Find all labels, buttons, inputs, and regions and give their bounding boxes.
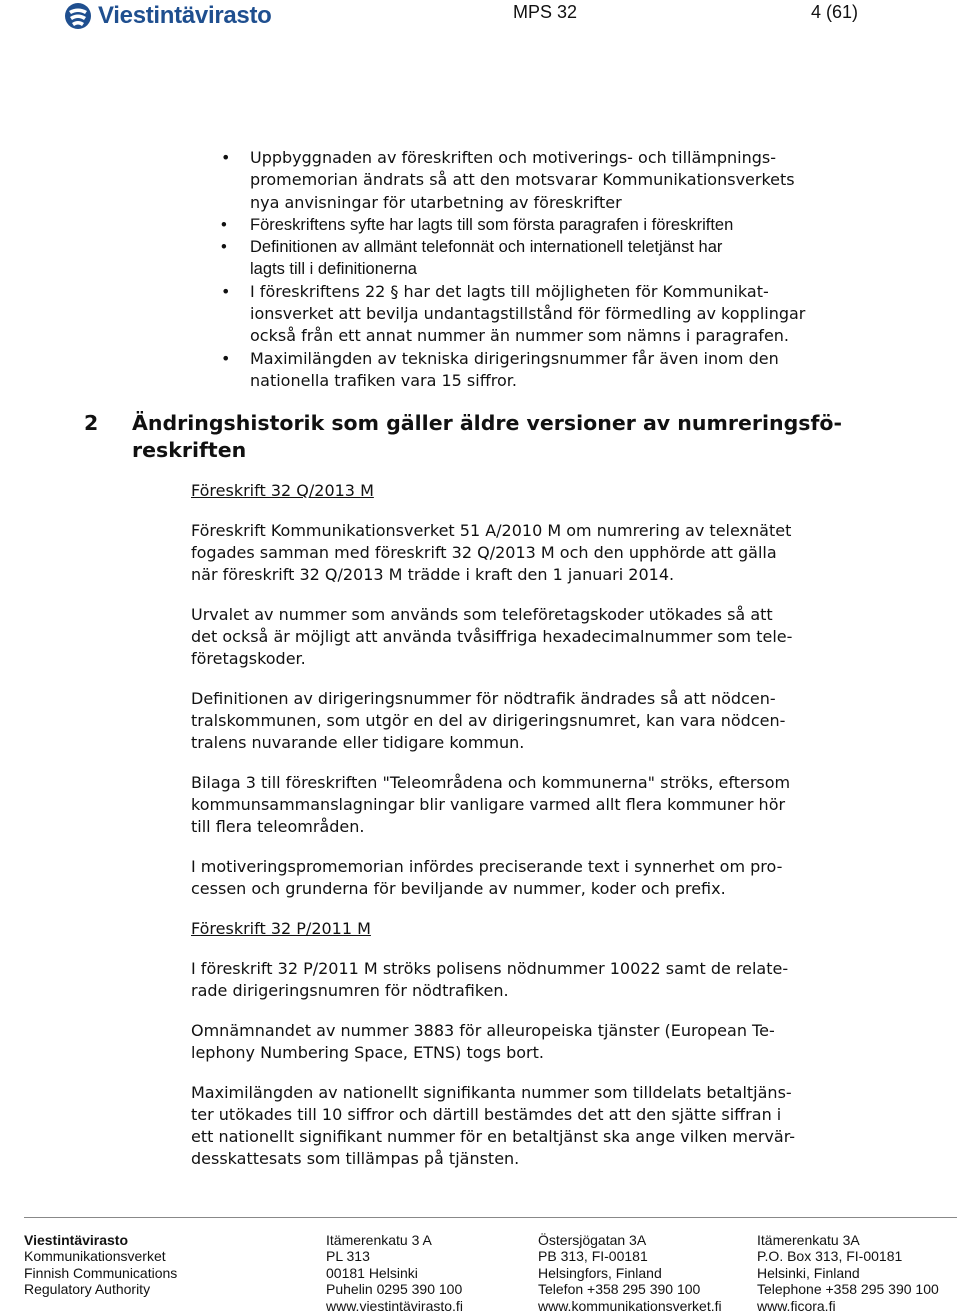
paragraph-line: I motiveringspromemorian infördes preciserande text i synnerhet om pro- xyxy=(191,857,783,876)
paragraph-line: Maximilängden av nationellt signifikanta nummer som tilldelats betaltjäns- xyxy=(191,1083,792,1102)
list-item-line: Definitionen av allmänt telefonnät och internationell teletjänst har xyxy=(250,238,723,257)
paragraph-line: Omnämnandet av nummer 3883 för alleuropeiska tjänster (European Te- xyxy=(191,1021,775,1040)
list-item xyxy=(218,147,898,214)
paragraph-line: till flera teleområden. xyxy=(191,817,365,836)
paragraph-line: Definitionen av dirigeringsnummer för nödtrafik ändrades så att nödcen- xyxy=(191,689,776,708)
list-item-line: Föreskriftens syfte har lagts till som första paragrafen i föreskriften xyxy=(250,215,734,234)
subsection-heading: Föreskrift 32 Q/2013 M xyxy=(191,481,374,500)
paragraph-line: det också är möjligt att använda tvåsiffriga hexadecimalnummer som tele- xyxy=(191,627,793,646)
list-item xyxy=(218,236,898,281)
list-item-line: Maximilängden av tekniska dirigeringsnummer får även inom den xyxy=(250,348,779,368)
bullet-icon: • xyxy=(221,148,231,167)
paragraph-line: lephony Numbering Space, ETNS) togs bort. xyxy=(191,1043,544,1062)
logo xyxy=(64,0,272,32)
paragraph-line: kommunsammanslagningar blir vanligare varmed allt flera kommuner hör xyxy=(191,795,786,814)
paragraph xyxy=(191,1082,891,1170)
list-item-line: nationella trafiken vara 15 siffror. xyxy=(250,370,517,390)
logo-text: Viestintävirasto xyxy=(98,2,272,29)
paragraph xyxy=(191,958,891,1002)
paragraph-line: desskattesats som tillämpas på tjänsten. xyxy=(191,1149,520,1168)
list-item-line: I föreskriftens 22 § har det lagts till möjligheten för Kommunikat- xyxy=(250,281,769,301)
paragraph xyxy=(191,856,891,900)
footer-line: Telefon +358 295 390 100 xyxy=(538,1281,701,1298)
section-title-line: Ändringshistorik som gäller äldre versioner av numreringsfö- xyxy=(132,411,842,435)
footer-line: Itämerenkatu 3 A xyxy=(326,1232,432,1248)
paragraph-line: ett nationellt signifikant nummer för en betaltjänst ska ange vilken mervär- xyxy=(191,1127,796,1146)
footer-line: Finnish Communications xyxy=(24,1264,178,1281)
footer-line: Östersjögatan 3A xyxy=(538,1232,647,1248)
paragraph-line: Bilaga 3 till föreskriften "Teleområdena och kommunerna" ströks, eftersom xyxy=(191,773,791,792)
paragraph-line: ter utökades till 10 siffror och därtill bestämdes det att den sjätte siffran i xyxy=(191,1105,782,1124)
page-header xyxy=(0,0,960,40)
paragraph xyxy=(191,688,891,754)
footer-website-link[interactable]: www.kommunikationsverket.fi xyxy=(538,1297,722,1314)
footer-column-finnish xyxy=(326,1232,463,1314)
paragraph-line: fogades samman med föreskrift 32 Q/2013 M och den upphörde att gälla xyxy=(191,543,777,562)
footer-column-agency xyxy=(24,1232,177,1298)
bullet-icon: • xyxy=(221,238,227,257)
change-list xyxy=(218,147,898,392)
bullet-icon: • xyxy=(221,348,231,368)
section-title-line: reskriften xyxy=(132,438,247,462)
paragraph-line: tralskommunen, som utgör en del av dirigeringsnumret, kan vara nödcen- xyxy=(191,711,786,730)
section-number: 2 xyxy=(84,411,99,435)
footer-column-english xyxy=(757,1232,939,1314)
paragraph-line: cessen och grunderna för beviljande av nummer, koder och prefix. xyxy=(191,879,726,898)
list-item xyxy=(218,214,898,236)
section-body xyxy=(191,480,891,1188)
footer-line: Puhelin 0295 390 100 xyxy=(326,1281,463,1298)
logo-mark-icon xyxy=(64,2,92,30)
paragraph-line: Urvalet av nummer som används som teleföretagskoder utökades så att xyxy=(191,605,773,624)
list-item-line: ionsverket att bevilja undantagstillstånd för förmedling av kopplingar xyxy=(250,304,806,324)
footer-line: Regulatory Authority xyxy=(24,1281,151,1298)
footer-line: Helsingfors, Finland xyxy=(538,1264,662,1281)
footer-agency-name: Viestintävirasto xyxy=(24,1232,129,1248)
footer-line: PL 313 xyxy=(326,1248,370,1265)
footer-divider xyxy=(24,1217,957,1218)
page-number: 4 (61) xyxy=(811,2,859,22)
list-item-line: lagts till i definitionerna xyxy=(250,260,417,279)
footer-line: Itämerenkatu 3A xyxy=(757,1232,860,1248)
footer-line: Telephone +358 295 390 100 xyxy=(757,1281,939,1298)
footer-website-link[interactable]: www.viestintävirasto.fi xyxy=(326,1297,463,1314)
bullet-icon: • xyxy=(221,215,227,234)
footer-column-swedish xyxy=(538,1232,722,1314)
paragraph-line: Föreskrift Kommunikationsverket 51 A/2010 M om numrering av telexnätet xyxy=(191,521,792,540)
subsection-heading: Föreskrift 32 P/2011 M xyxy=(191,919,371,938)
paragraph xyxy=(191,772,891,838)
list-item-line: också från ett annat nummer än nummer som nämns i paragrafen. xyxy=(250,326,790,346)
paragraph-line: tralens nuvarande eller tidigare kommun. xyxy=(191,733,525,752)
footer-line: P.O. Box 313, FI-00181 xyxy=(757,1248,903,1265)
footer-website-link[interactable]: www.ficora.fi xyxy=(757,1297,836,1314)
document-code: MPS 32 xyxy=(513,2,578,22)
paragraph xyxy=(191,520,891,586)
list-item xyxy=(218,281,898,348)
footer-line: Kommunikationsverket xyxy=(24,1248,166,1265)
footer-line: 00181 Helsinki xyxy=(326,1264,418,1281)
list-item-line: Uppbyggnaden av föreskriften och motiverings- och tillämpnings- xyxy=(250,148,776,167)
list-item-line: promemorian ändrats så att den motsvarar Kommunikationsverkets xyxy=(250,170,795,190)
section-heading xyxy=(84,410,884,464)
footer-line: PB 313, FI-00181 xyxy=(538,1248,648,1265)
paragraph-line: företagskoder. xyxy=(191,649,306,668)
footer-line: Helsinki, Finland xyxy=(757,1264,860,1281)
paragraph xyxy=(191,1020,891,1064)
bullet-icon: • xyxy=(221,281,231,301)
paragraph-line: I föreskrift 32 P/2011 M ströks polisens nödnummer 10022 samt de relate- xyxy=(191,959,789,978)
paragraph-line: när föreskrift 32 Q/2013 M trädde i kraft den 1 januari 2014. xyxy=(191,565,675,584)
list-item-line: nya anvisningar för utarbetning av föreskrifter xyxy=(250,192,622,212)
paragraph-line: rade dirigeringsnumren för nödtrafiken. xyxy=(191,981,509,1000)
paragraph xyxy=(191,604,891,670)
list-item xyxy=(218,348,898,393)
